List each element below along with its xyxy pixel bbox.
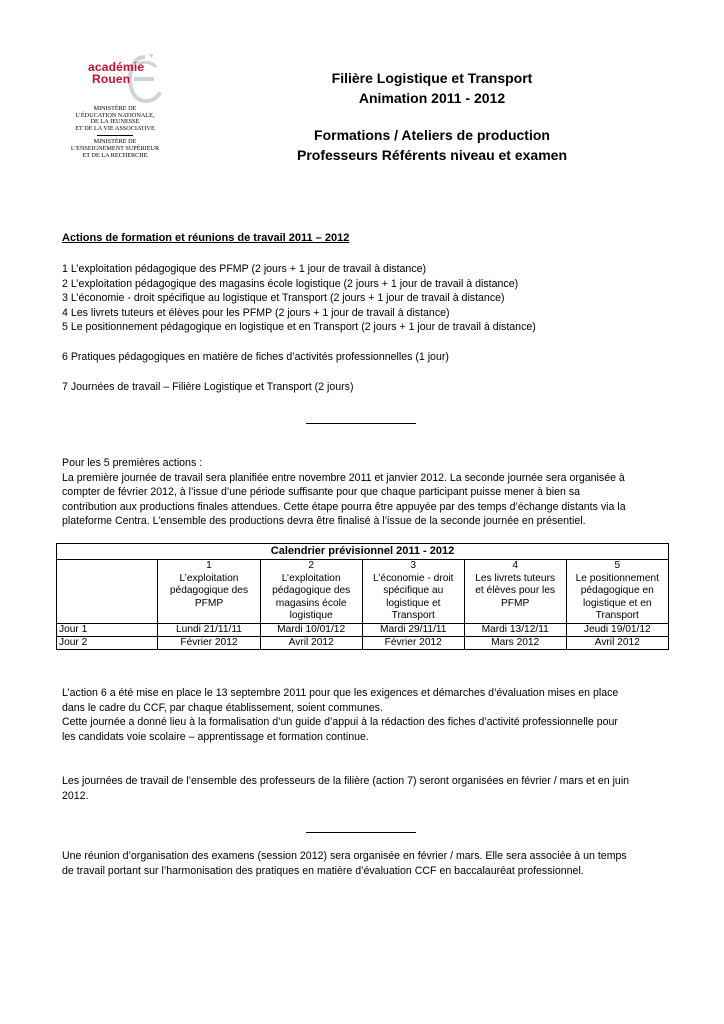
section-title: Actions de formation et réunions de travail 2011 – 2012 (62, 232, 350, 244)
paragraph-action-6: L’action 6 a été mise en place le 13 septembre 2011 pour que les exigences et démarches d’évaluation mises en place dans le cadre du CCF, par chaque établissement, soient communes. Cette journée a donné lieu à la formalisation d’un guide d’appui à la rédaction des fiches d’activité professionnelle pour les candidats voie scolaire – apprentissage et formation continue. (62, 687, 619, 743)
table-header-cell: 4 Les livrets tuteurs et élèves pour les PFMP (464, 560, 566, 624)
header-line-3: Formations / Ateliers de production (314, 127, 550, 143)
table-cell: Mardi 13/12/11 (464, 623, 566, 636)
academie-wordmark: académie Rouen (88, 60, 145, 86)
row-label: Jour 1 (57, 623, 158, 636)
list-item: 2 L’exploitation pédagogique des magasins école logistique (2 jours + 1 jour de travail à distance) (62, 277, 519, 290)
table-row (57, 560, 669, 624)
separator-line (306, 423, 416, 424)
ministry-higher-education: MINISTÈRE DE L’ENSEIGNEMENT SUPÉRIEUR ET DE LA RECHERCHE (70, 138, 160, 159)
table-header-cell: 1 L’exploitation pédagogique des PFMP (158, 560, 260, 624)
table-cell: Jeudi 19/01/12 (566, 623, 668, 636)
paragraph-exams: Une réunion d’organisation des examens (session 2012) sera organisée en février / mars. Elle sera associée à un temps de travail portant sur l’harmonisation des pratiques en matière d’évaluation CCF en baccalauréat professionnel. (62, 850, 627, 877)
table-cell: Février 2012 (362, 636, 464, 649)
table-header-cell: 5 Le positionnement pédagogique en logistique et en Transport (566, 560, 668, 624)
table-row (57, 636, 669, 649)
table-header-cell: 2 L’exploitation pédagogique des magasins école logistique (260, 560, 362, 624)
table-cell: Avril 2012 (566, 636, 668, 649)
list-item: 4 Les livrets tuteurs et élèves pour les PFMP (2 jours + 1 jour de travail à distance) (62, 306, 450, 319)
table-header-cell: 3 L’économie - droit spécifique au logistique et Transport (362, 560, 464, 624)
table-cell: Lundi 21/11/11 (158, 623, 260, 636)
header-line-4: Professeurs Référents niveau et examen (296, 147, 567, 163)
action-7: 7 Journées de travail – Filière Logistique et Transport (2 jours) (62, 381, 354, 393)
calendar-title: Calendrier prévisionnel 2011 - 2012 (57, 544, 669, 560)
paragraph-first-actions: Pour les 5 premières actions : La première journée de travail sera planifiée entre novembre 2011 et janvier 2012. La seconde journée sera organisée à compter de février 2012, à l’issue d’une période suffisante pour que chaque participant puisse mener à bien sa contribution aux productions finales attendues. Cette étape pourra être appuyée par des temps d’échange distants via la plateforme Centra. L’ensemble des productions devra être finalisé à l’issue de la seconde journée en présentiel. (62, 457, 626, 528)
table-cell: Février 2012 (158, 636, 260, 649)
actions-list (62, 262, 672, 335)
list-item: 1 L’exploitation pédagogique des PFMP (2 jours + 1 jour de travail à distance) (62, 263, 427, 275)
row-label: Jour 2 (57, 636, 158, 649)
table-cell: Mardi 29/11/11 (362, 623, 464, 636)
header-line-1: Filière Logistique et Transport (331, 70, 533, 86)
separator-line (306, 832, 416, 833)
header-line-2: Animation 2011 - 2012 (358, 90, 506, 106)
action-6: 6 Pratiques pédagogiques en matière de fiches d’activités professionnelles (1 jour) (62, 351, 449, 363)
table-cell: Avril 2012 (260, 636, 362, 649)
table-row (57, 623, 669, 636)
list-item: 5 Le positionnement pédagogique en logistique et en Transport (2 jours + 1 jour de travail à distance) (62, 321, 536, 334)
paragraph-action-7: Les journées de travail de l’ensemble des professeurs de la filière (action 7) seront organisées en février / mars et en juin 2012. (62, 775, 630, 802)
list-item: 3 L’économie - droit spécifique au logistique et Transport (2 jours + 1 jour de travail à distance) (62, 292, 505, 305)
table-cell-empty (57, 560, 158, 624)
table-cell: Mardi 10/01/12 (260, 623, 362, 636)
ministry-divider (97, 135, 133, 136)
table-cell: Mars 2012 (464, 636, 566, 649)
ministry-education: MINISTÈRE DE L’ÉDUCATION NATIONALE, DE LA JEUNESSE ET DE LA VIE ASSOCIATIVE (75, 105, 155, 132)
academie-logo (62, 54, 168, 159)
document-header (260, 68, 604, 165)
calendar-table (56, 543, 669, 650)
